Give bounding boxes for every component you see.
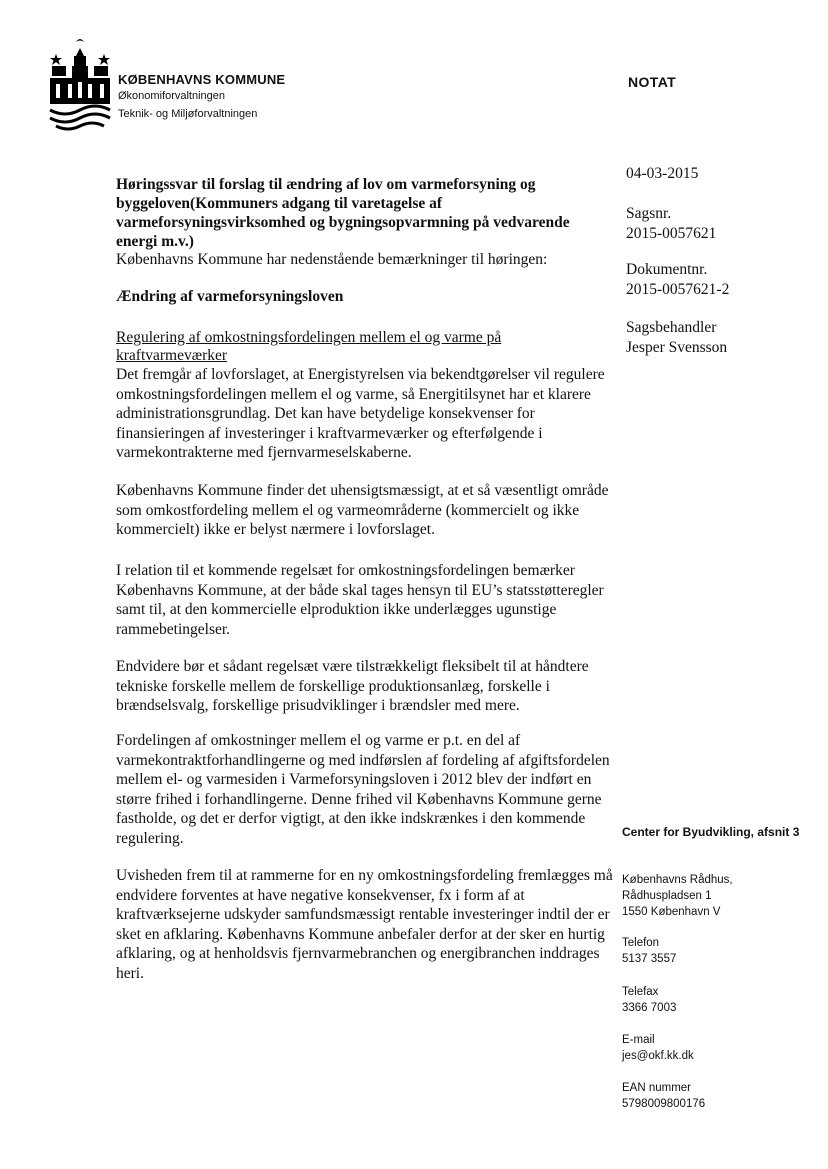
- email-block: [622, 1032, 812, 1064]
- address-line: Københavns Rådhus,: [622, 874, 733, 886]
- paragraph: Københavns Kommune finder det uhensigtsmæssigt, at et så væsentligt område som omkostfordeling mellem el og varmeområderne (kommercielt og ikke kommercielt) ikke er belyst nærmere i lovforslaget.: [116, 482, 609, 538]
- paragraph: I relation til et kommende regelsæt for omkostningsfordelingen bemærker Københavns Kommune, at der både skal tages hensyn til EU’s statsstøtteregler samt til, at den kommercielle elproduktion ikke underlægges ugunstige rammebetingelser.: [116, 562, 604, 638]
- address-block: [622, 872, 812, 920]
- phone-label: Telefon: [622, 937, 660, 949]
- department-technical: Teknik- og Miljøforvaltningen: [118, 108, 258, 120]
- kobenhavns-kommune-logo: [48, 36, 112, 132]
- phone-number: 5137 3557: [622, 953, 677, 965]
- handler-block: [626, 318, 727, 358]
- paragraph: Endvidere bør et sådant regelsæt være tilstrækkeligt fleksibelt til at håndtere tekniske forskelle mellem de forskellige produktionsanlæg, forskelle i brændselsvalg, forskellige prisudviklinger i brændsler med mere.: [116, 658, 589, 714]
- document-number: 2015-0057621-2: [626, 281, 730, 298]
- section-heading: Ændring af varmeforsyningsloven: [116, 288, 344, 305]
- center-name: Center for Byudvikling, afsnit 3: [622, 825, 800, 839]
- phone-block: [622, 935, 812, 967]
- document-number-label: Dokumentnr.: [626, 261, 708, 278]
- organization-name: KØBENHAVNS KOMMUNE: [118, 72, 286, 87]
- ean-block: [622, 1080, 812, 1112]
- fax-label: Telefax: [622, 986, 659, 998]
- paragraph: Det fremgår af lovforslaget, at Energistyrelsen via bekendtgørelser vil regulere omkostningsfordelingen mellem el og varme, så Energitilsynet har et klarere administrationsgrundlag. Det kan have betydelige konsekvenser for finansieringen af investeringer i kraftvarmeværker og efterfølgende i varmekontrakterne med fjernvarmeselskaberne.: [116, 366, 605, 461]
- intro-text: Københavns Kommune har nedenstående bemærkninger til høringen:: [116, 251, 548, 268]
- handler-name: Jesper Svensson: [626, 339, 728, 356]
- fax-number: 3366 7003: [622, 1002, 677, 1014]
- ean-number: 5798009800176: [622, 1098, 706, 1110]
- email-label: E-mail: [622, 1034, 655, 1046]
- fax-block: [622, 984, 812, 1016]
- handler-label: Sagsbehandler: [626, 319, 717, 336]
- case-number-block: [626, 204, 716, 244]
- paragraph: Fordelingen af omkostninger mellem el og varme er p.t. en del af varmekontraktforhandlingerne og med indførslen af fordeling af afgiftsfordelen mellem el- og varmesiden i Varmeforsyningsloven i 2012 blev der indført en større frihed i forhandlingerne. Denne frihed vil Københavns Kommune gerne fastholde, og det er derfor vigtigt, at den ikke indskrænkes i den kommende regulering.: [116, 732, 610, 847]
- document-title: Høringssvar til forslag til ændring af lov om varmeforsyning og byggeloven(Kommuners adgang til varetagelse af varmeforsyningsvirksomhed og bygningsopvarmning på vedvarende energi m.v.): [116, 176, 570, 250]
- document-type: NOTAT: [628, 74, 677, 90]
- department-economy: Økonomiforvaltningen: [118, 90, 226, 102]
- case-number-label: Sagsnr.: [626, 205, 672, 222]
- address-line: 1550 København V: [622, 906, 721, 918]
- address-line: Rådhuspladsen 1: [622, 890, 712, 902]
- paragraph: Uvisheden frem til at rammerne for en ny omkostningsfordeling fremlægges må endvidere forventes at have negative konsekvenser, fx i form af at kraftværksejerne udskyder samfundsmæssigt rentable investeringer indtil der er sket en afklaring. Københavns Kommune anbefaler derfor at der sker en hurtig afklaring, og at henholdsvis fjernvarmebranchen og energibranchen inddrages heri.: [116, 867, 613, 982]
- subheading: Regulering af omkostningsfordelingen mellem el og varme på kraftvarmeværker: [116, 329, 502, 364]
- document-date: 04-03-2015: [626, 165, 699, 182]
- document-number-block: [626, 260, 729, 300]
- case-number: 2015-0057621: [626, 225, 717, 242]
- email-address: jes@okf.kk.dk: [622, 1050, 694, 1062]
- ean-label: EAN nummer: [622, 1082, 692, 1094]
